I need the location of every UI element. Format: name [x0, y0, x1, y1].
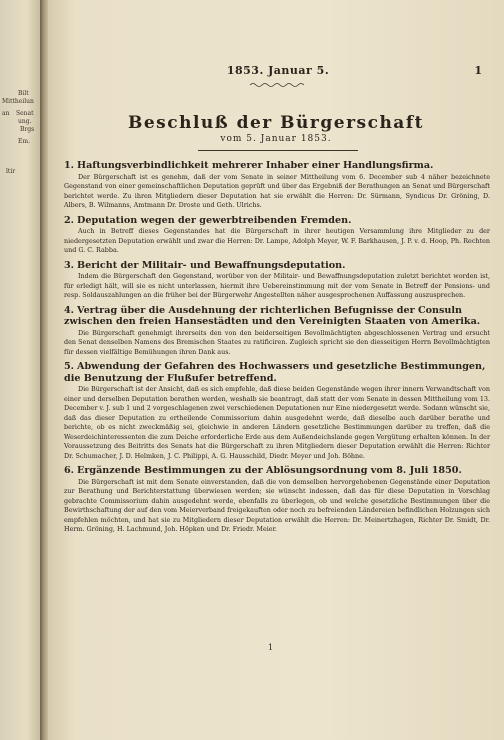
section-heading-text: Vertrag über die Ausdehnung der richterlichen Befugnisse der Consuln zwischen den freien Hansestädten und den Vereinigten Staaten von Amerika.	[64, 304, 481, 327]
footer-number: 1	[268, 643, 274, 652]
section-heading	[64, 305, 490, 328]
section-heading	[64, 465, 490, 477]
facing-page-fragment: Senat	[16, 110, 34, 117]
section-body: Die Bürgerschaft genehmigt ihrerseits den von den beiderseitigen Bevollmächtigten abgeschlossenen Vertrag und ersucht den Senat denselben Namens des Bremischen Staates zu ratificiren. Zugleich spricht sie den diesseitigen Herrn Bevollmächtigten für dessen vielfältige Bemühungen ihren Dank aus.	[64, 328, 490, 356]
section-heading	[64, 361, 490, 384]
facing-page-fragment: Mittheilun	[2, 98, 34, 105]
header-ornament-icon	[248, 82, 308, 88]
facing-page-fragment: an	[2, 110, 10, 117]
section-number: 2.	[64, 214, 75, 226]
section-heading-text: Deputation wegen der gewerbtreibenden Fremden.	[77, 214, 352, 226]
section-body: Die Bürgerschaft ist mit dem Senate einverstanden, daß die von demselben hervorgehobenen Gegenstände einer Deputation zur Berathung und Berichterstattung überwiesen werden; sie wünscht indessen, daß das für diese Deputation in Vorschlag gebrachte Commissorium dahin ausgedehnt werde, ebenfalls zu überlegen, ob und welche gesetzliche Bestimmungen über die Bewirthschaftung der auf den vom Meierverband freigekauften oder noch zu befreienden Ländereien befindlichen Holzungen sich empfehlen möchten, und hat sie zu Mitgliedern dieser Deputation erwählt die Herren: Dr. Meinertzhagen, Richter Dr. Smidt, Dr. Herm. Gröning, H. Lachmund, Joh. Höpken und Dr. Friedr. Meier.	[64, 477, 490, 533]
section-6	[64, 465, 490, 535]
facing-page	[0, 0, 44, 740]
header-title: 1853. Januar 5.	[226, 64, 330, 77]
section-1	[64, 160, 490, 211]
section-heading-text: Bericht der Militair- und Bewaffnungsdeputation.	[77, 259, 346, 271]
section-heading-text: Ergänzende Bestimmungen zu der Ablösungsordnung vom 8. Juli 1850.	[77, 465, 462, 476]
section-3	[64, 260, 490, 301]
section-heading	[64, 215, 490, 227]
facing-page-fragment: ung.	[18, 118, 32, 125]
section-heading	[64, 160, 490, 172]
section-number: 1.	[64, 160, 75, 171]
section-body: Die Bürgerschaft ist der Ansicht, daß es sich empfehle, daß diese beiden Gegenstände wegen ihrer innern Verwandtschaft von einer und derselben Deputation berathen werden, weshalb sie beantragt, daß statt der vom Senate in dessen Mittheilung vom 13. December v. J. sub 1 und 2 vorgeschlagenen zwei verschiedenen Deputationen nur Eine niedergesetzt werde. Sodann wünscht sie, daß das dieser Deputation zu ertheilende Commissorium dahin ausgedehnt werde, daß dieselbe auch darüber berathe und berichte, ob es nicht zweckmäßig sei, gleichwie in anderen Ländern gesetzliche Bestimmungen darüber zu treffen, daß die Weserdeichinteressenten die zum Deiche erforderliche Erde aus dem Außendeichslande gegen Vergütung erhalten können. In der Voraussetzung des Beitritts des Senats hat die Bürgerschaft zu ihren Mitgliedern dieser Deputation erwählt die Herren: Richter Dr. Schumacher, J. D. Helmken, J. C. Philippi, A. G. Hausschild, Diedr. Meyer und Joh. Böhne.	[64, 385, 490, 460]
section-5	[64, 361, 490, 461]
section-body: Indem die Bürgerschaft den Gegenstand, worüber von der Militair- und Bewaffnungsdeputation zuletzt berichtet worden ist, für erledigt hält, will sie es nicht unterlassen, hiermit ihre Uebereinstimmung mit der vom Senate in Betreff der Pensions- und resp. Soldauszahlungen an die früher bei der Bürgerwehr Angestellten näher ausgesprochenen Auffassung auszusprechen.	[64, 272, 490, 299]
section-heading-text: Abwendung der Gefahren des Hochwassers und gesetzliche Bestimmungen, die Benutzung der Flußufer betreffend.	[64, 361, 486, 384]
section-body: Auch in Betreff dieses Gegenstandes hat die Bürgerschaft in ihrer heutigen Versammlung ihre Mitglieder zu der niedergesetzten Deputation erwählt und zwar die Herren: Dr. Lampe, Adolph Meyer, W. F. Barkhausen, J. P. v. d. Hoop, Ph. Rechten und G. C. Rabba.	[64, 227, 490, 254]
document-title: Beschluß der Bürgerschaft	[127, 113, 424, 133]
document-subtitle: vom 5. Januar 1853.	[220, 134, 332, 144]
section-heading	[64, 260, 490, 272]
section-4	[64, 305, 490, 358]
section-2	[64, 215, 490, 256]
document-body	[64, 156, 490, 537]
title-divider	[198, 150, 358, 151]
facing-page-fragment: Em.	[18, 138, 30, 145]
facing-page-fragment: Bilt	[18, 90, 29, 97]
running-header	[48, 64, 504, 80]
section-body: Der Bürgerschaft ist es genehm, daß der vom Senate in seiner Mittheilung vom 6. December sub 4 näher bezeichnete Gegenstand von einer gemeinschaftlichen Deputation geprüft und über das Ergebniß der Berathungen an Senat und Bürgerschaft berichtet werde. Zu ihren Mitgliedern dieser Deputation hat sie erwählt die Herren: Dr. Sürmann, Syndicus Dr. Gröning, D. Albers, B. Wilmanns, Amtmann Dr. Droste und Geth. Ulrichs.	[64, 172, 490, 209]
section-number: 5.	[64, 361, 75, 372]
section-heading-text: Haftungsverbindlichkeit mehrerer Inhaber einer Handlungsfirma.	[77, 160, 434, 171]
section-number: 3.	[64, 259, 75, 271]
page-number: 1	[474, 64, 482, 77]
section-number: 6.	[64, 465, 75, 476]
facing-page-fragment: ltir	[6, 168, 16, 175]
section-number: 4.	[64, 304, 75, 316]
facing-page-fragment: Brgs	[20, 126, 35, 133]
document-page	[48, 0, 504, 740]
